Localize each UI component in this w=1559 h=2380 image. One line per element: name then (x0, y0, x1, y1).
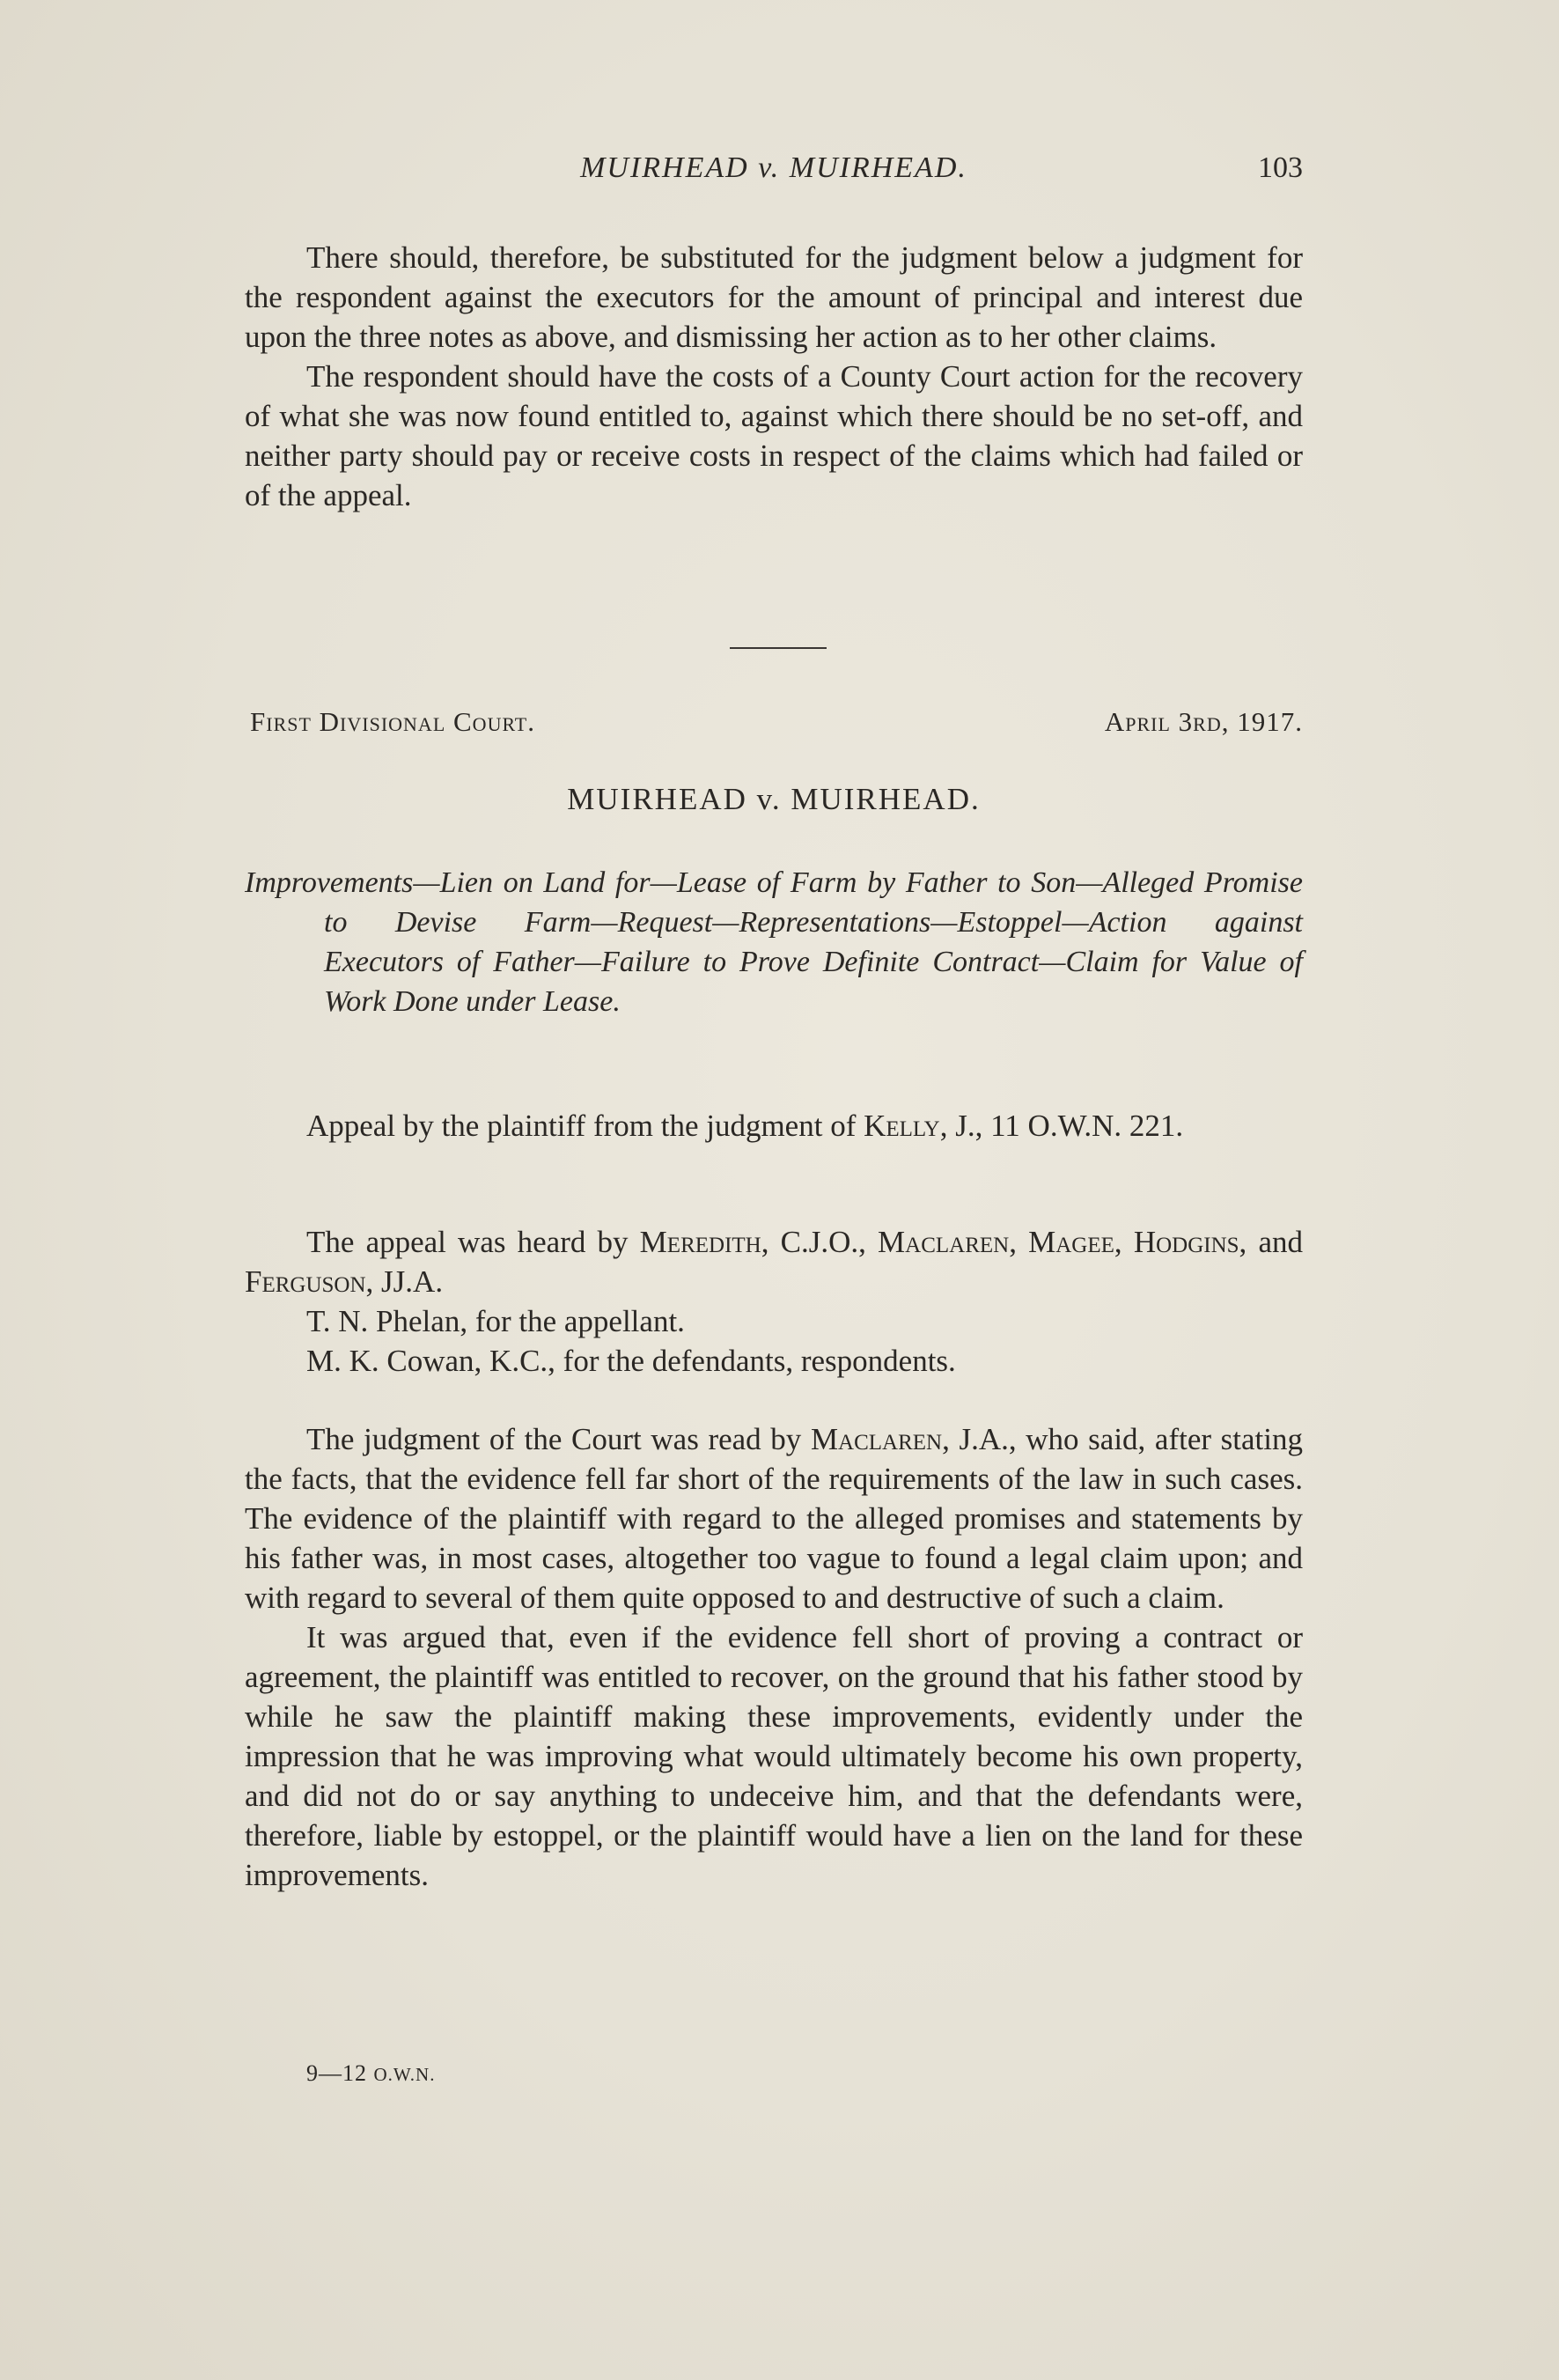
separator: , (1009, 1225, 1029, 1259)
paragraph (245, 1222, 1303, 1301)
case-title: MUIRHEAD v. MUIRHEAD. (567, 782, 981, 816)
court-name: First Divisional Court. (250, 706, 535, 737)
separator: , (1114, 1225, 1134, 1259)
page-header (245, 151, 1303, 195)
court-line (245, 706, 1303, 745)
prior-case-conclusion (245, 238, 1303, 515)
paragraph (245, 1419, 1303, 1617)
judge-name: Maclaren (878, 1225, 1010, 1259)
paragraph: The respondent should have the costs of a County Court action for the recovery of what she was now found entitled to, against which there should be no set-off, and neither party should pay or receive costs in respect of the claims which had failed or of the appeal. (245, 359, 1303, 512)
judge-name: Kelly (864, 1109, 940, 1143)
judge-name: Hodgins (1133, 1225, 1239, 1259)
appeal-citation: , J., 11 O.W.N. 221. (939, 1109, 1184, 1143)
section-divider (730, 647, 827, 649)
decision-date: April 3rd, 1917. (1104, 706, 1303, 737)
judgment-text: , J.A., who said, after stating the facts, that the evidence fell far short of the requirements of the law in such cases. The evidence of the plaintiff with regard to the alleged promises and statements by his father was, in most cases, altogether too vague to found a legal claim upon; and with regard to several of them quite opposed to and destructive of such a claim. (245, 1422, 1303, 1615)
counsel-respondents: M. K. Cowan, K.C., for the defendants, respondents. (306, 1344, 956, 1378)
series-abbrev: O.W.N. (373, 2064, 436, 2085)
signature-number: 9—12 (306, 2060, 374, 2086)
page-number: 103 (1258, 151, 1303, 184)
running-title: MUIRHEAD v. MUIRHEAD. (580, 151, 967, 184)
judge-name: Maclaren (810, 1422, 943, 1456)
judgment-intro: The judgment of the Court was read by (306, 1422, 811, 1456)
headnote: Improvements—Lien on Land for—Lease of Farm by Father to Son—Alleged Promise to Devise Farm—Request—Representations—Estoppel—Action against Executors of Father—Failure to Prove Definite Contract—Claim for Value of Work Done under Lease. (245, 866, 1303, 1018)
judge-name: Meredith (639, 1225, 761, 1259)
hearing-intro: The appeal was heard by (306, 1225, 640, 1259)
judge-name: Ferguson (245, 1264, 366, 1299)
paragraph (245, 1106, 1303, 1146)
hearing-info (245, 1222, 1303, 1381)
separator: , JJ.A. (365, 1264, 444, 1299)
separator: , and (1239, 1225, 1303, 1259)
judgment-body (245, 1419, 1303, 1895)
counsel-appellant: T. N. Phelan, for the appellant. (306, 1304, 685, 1338)
paragraph: There should, therefore, be substituted for the judgment below a judgment for the respondent against the executors for the amount of principal and interest due upon the three notes as above, and dismissing her action as to her other claims. (245, 240, 1303, 354)
signature-mark (306, 2060, 435, 2087)
judge-name: Magee (1028, 1225, 1114, 1259)
paragraph: It was argued that, even if the evidence fell short of proving a contract or agreement, the plaintiff was entitled to recover, on the ground that his father stood by while he saw the plaintiff making these improvements, evidently under the impression that he was improving what would ultimately become his own property, and did not do or say anything to undeceive him, and that the defendants were, therefore, liable by estoppel, or the plaintiff would have a lien on the land for these improvements. (245, 1620, 1303, 1892)
appeal-statement (245, 1106, 1303, 1146)
separator: , C.J.O., (761, 1225, 879, 1259)
appeal-text: Appeal by the plaintiff from the judgment of (306, 1109, 864, 1143)
